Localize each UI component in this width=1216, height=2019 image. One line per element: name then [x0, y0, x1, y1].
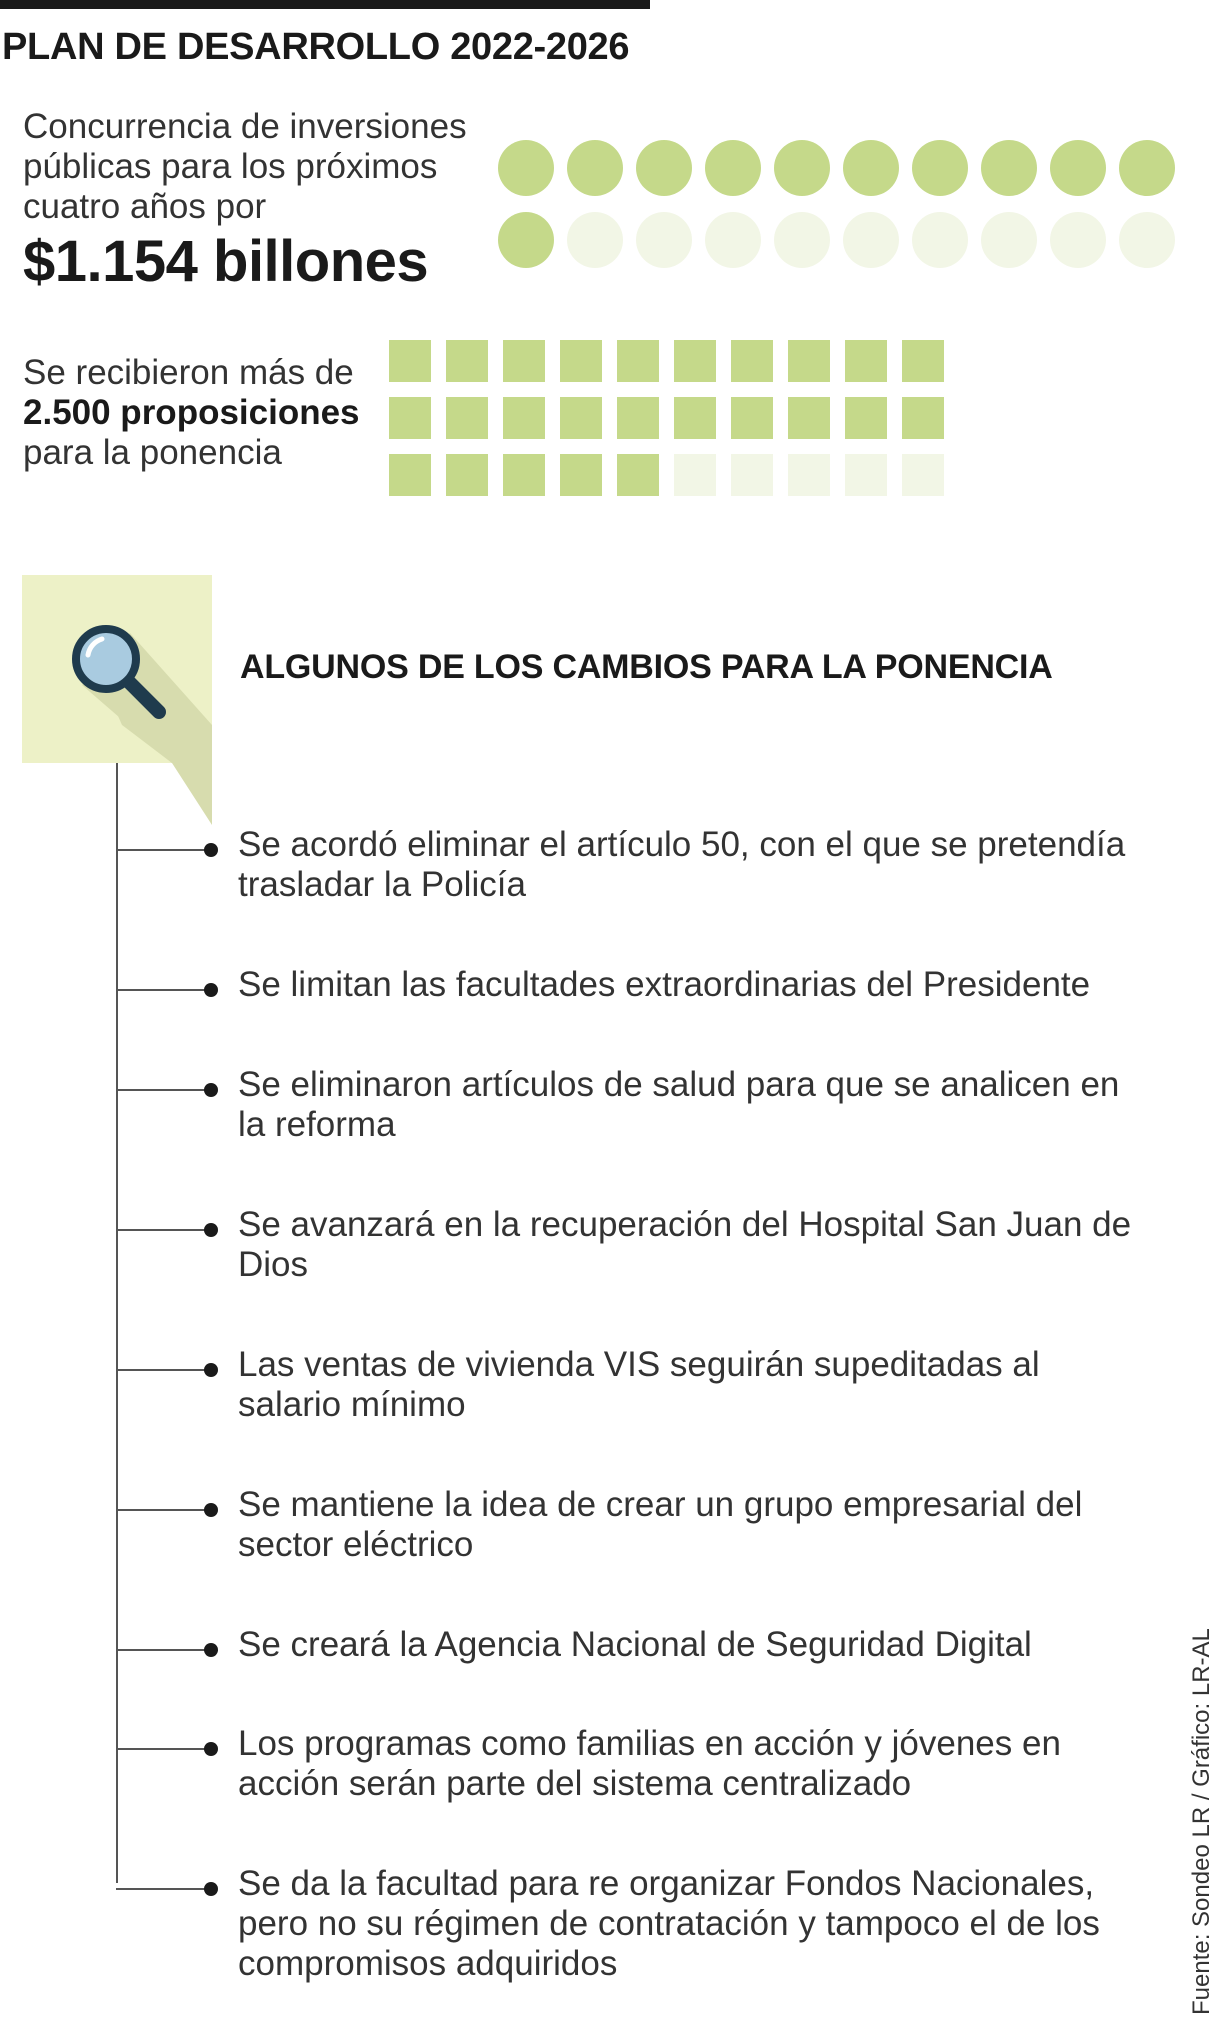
square-filled — [446, 340, 488, 382]
timeline-branch — [116, 989, 210, 991]
square-filled — [503, 340, 545, 382]
investment-line-3: cuatro años por — [23, 187, 267, 226]
bullet-dot — [204, 843, 218, 857]
timeline-branch — [116, 1089, 210, 1091]
investment-line-2: públicas para los próximos — [23, 147, 438, 186]
square-filled — [617, 454, 659, 496]
change-text: Se avanzará en la recuperación del Hospital San Juan de Dios — [238, 1205, 1132, 1284]
proposals-description — [23, 353, 393, 473]
square-filled — [731, 340, 773, 382]
timeline-line — [116, 763, 118, 1883]
change-text: Se mantiene la idea de crear un grupo empresarial del sector eléctrico — [238, 1485, 1083, 1564]
square-filled — [845, 340, 887, 382]
change-text: Se da la facultad para re organizar Fondos Nacionales, pero no su régimen de contratación y tampoco el de los compromisos adquiridos — [238, 1864, 1100, 1983]
dot-empty — [774, 212, 830, 268]
change-text: Se acordó eliminar el artículo 50, con el que se pretendía trasladar la Policía — [238, 825, 1126, 904]
square-empty — [845, 454, 887, 496]
dot-filled — [498, 140, 554, 196]
timeline-branch — [116, 1369, 210, 1371]
dot-empty — [912, 212, 968, 268]
square-filled — [389, 340, 431, 382]
bullet-dot — [204, 1882, 218, 1896]
dot-empty — [705, 212, 761, 268]
square-empty — [731, 454, 773, 496]
top-rule — [0, 0, 650, 9]
square-filled — [731, 397, 773, 439]
bullet-dot — [204, 1503, 218, 1517]
square-filled — [674, 397, 716, 439]
magnifying-glass-icon — [22, 575, 212, 763]
dot-empty — [567, 212, 623, 268]
proposals-line-1: Se recibieron más de — [23, 353, 354, 392]
proposals-count: 2.500 proposiciones — [23, 393, 360, 432]
proposals-line-3: para la ponencia — [23, 433, 282, 472]
bullet-dot — [204, 1742, 218, 1756]
square-filled — [560, 397, 602, 439]
timeline-branch — [116, 1888, 210, 1890]
source-credit: Fuente: Sondeo LR / Gráfico: LR-AL — [1188, 1628, 1215, 2015]
dot-empty — [1050, 212, 1106, 268]
timeline-branch — [116, 1229, 210, 1231]
square-filled — [617, 397, 659, 439]
bullet-dot — [204, 1223, 218, 1237]
dot-filled — [774, 140, 830, 196]
square-filled — [389, 454, 431, 496]
square-filled — [902, 340, 944, 382]
square-filled — [446, 397, 488, 439]
square-filled — [902, 397, 944, 439]
change-text: Se limitan las facultades extraordinarias del Presidente — [238, 965, 1091, 1004]
square-filled — [503, 454, 545, 496]
timeline-branch — [116, 1748, 210, 1750]
dot-filled — [705, 140, 761, 196]
square-filled — [617, 340, 659, 382]
dot-filled — [843, 140, 899, 196]
dot-empty — [1119, 212, 1175, 268]
change-text: Los programas como familias en acción y jóvenes en acción serán parte del sistema centralizado — [238, 1724, 1061, 1803]
investment-amount: $1.154 billones — [23, 229, 429, 294]
change-text: Las ventas de vivienda VIS seguirán supeditadas al salario mínimo — [238, 1345, 1040, 1424]
square-filled — [845, 397, 887, 439]
dot-filled — [1050, 140, 1106, 196]
square-empty — [674, 454, 716, 496]
section-title: ALGUNOS DE LOS CAMBIOS PARA LA PONENCIA — [240, 648, 1053, 686]
square-filled — [446, 454, 488, 496]
investment-dot-grid — [498, 140, 1178, 268]
square-filled — [674, 340, 716, 382]
bullet-dot — [204, 1083, 218, 1097]
dot-empty — [981, 212, 1037, 268]
dot-empty — [843, 212, 899, 268]
bullet-dot — [204, 1643, 218, 1657]
investment-description — [23, 107, 493, 227]
section-icon-box — [22, 575, 212, 763]
investment-line-1: Concurrencia de inversiones — [23, 107, 467, 146]
dot-filled — [981, 140, 1037, 196]
square-empty — [788, 454, 830, 496]
bullet-dot — [204, 1363, 218, 1377]
dot-filled — [498, 212, 554, 268]
square-filled — [503, 397, 545, 439]
bullet-dot — [204, 983, 218, 997]
square-filled — [560, 340, 602, 382]
timeline-branch — [116, 849, 210, 851]
square-filled — [788, 397, 830, 439]
dot-filled — [636, 140, 692, 196]
proposals-square-grid — [389, 340, 949, 496]
dot-empty — [636, 212, 692, 268]
change-text: Se eliminaron artículos de salud para que se analicen en la reforma — [238, 1065, 1120, 1144]
change-text: Se creará la Agencia Nacional de Seguridad Digital — [238, 1625, 1032, 1664]
timeline-branch — [116, 1649, 210, 1651]
page-title: PLAN DE DESARROLLO 2022-2026 — [2, 26, 630, 68]
square-filled — [389, 397, 431, 439]
timeline-branch — [116, 1509, 210, 1511]
dot-filled — [567, 140, 623, 196]
square-filled — [560, 454, 602, 496]
dot-filled — [1119, 140, 1175, 196]
square-filled — [788, 340, 830, 382]
square-empty — [902, 454, 944, 496]
dot-filled — [912, 140, 968, 196]
